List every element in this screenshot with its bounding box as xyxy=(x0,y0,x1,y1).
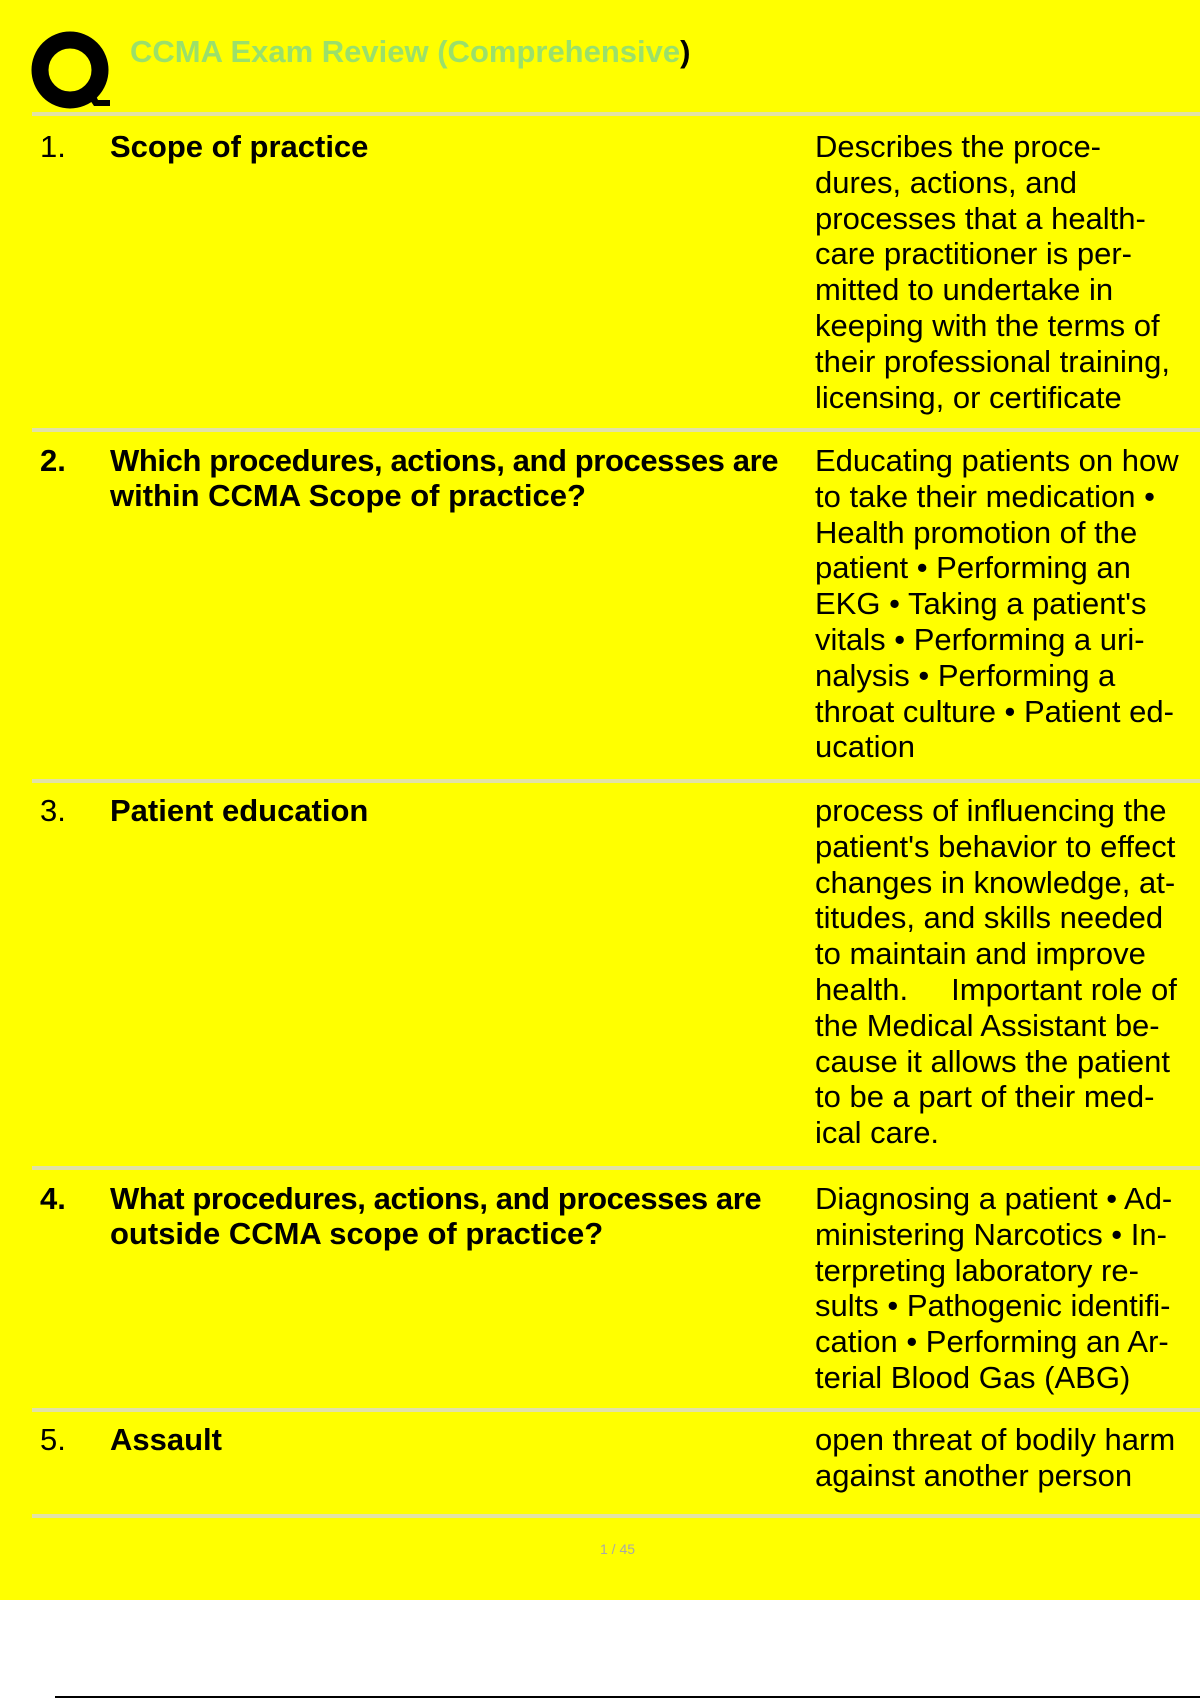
card-term: Assault xyxy=(110,1422,222,1457)
card-definition: Educating patients on how to take their medication • Health promotion of the patient • Performing an EKG • Taking a patient's vitals • Performing a uri- nalysis • Performing a throat culture • Patient ed- ucation xyxy=(815,443,1179,765)
card-term: Patient education xyxy=(110,793,369,828)
card-definition: Describes the proce- dures, actions, and processes that a health- care practitioner is per- mitted to undertake in keeping with the terms of their professional training, licensing, or certificate xyxy=(815,129,1170,415)
row-divider xyxy=(32,428,1200,432)
next-page-edge xyxy=(55,1696,1200,1698)
page-indicator: 1 / 45 xyxy=(599,1541,636,1557)
card-number: 5. xyxy=(40,1422,66,1457)
card-term: Which procedures, actions, and processes are within CCMA Scope of practice? xyxy=(110,443,779,513)
row-divider xyxy=(32,779,1200,783)
card-definition: process of influencing the patient's behavior to effect changes in knowledge, at- titudes, and skills needed to maintain and improve health. Important role of the Medical Assistant be- cause it allows the patient to be a part of their med- ical care. xyxy=(815,793,1177,1151)
document-title: CCMA Exam Review (Comprehensive) xyxy=(130,34,691,69)
card-number: 1. xyxy=(40,129,66,164)
card-number: 3. xyxy=(40,793,66,828)
quizlet-q-logo-icon xyxy=(30,30,114,114)
card-term: Scope of practice xyxy=(110,129,369,164)
card-definition: open threat of bodily harm against another person xyxy=(815,1422,1176,1493)
card-definition: Diagnosing a patient • Ad- ministering Narcotics • In- terpreting laboratory re- sults • Pathogenic identifi- cation • Performing an Ar- terial Blood Gas (ABG) xyxy=(815,1181,1173,1395)
card-term: What procedures, actions, and processes are outside CCMA scope of practice? xyxy=(110,1181,762,1251)
card-number: 2. xyxy=(40,443,66,478)
row-divider xyxy=(32,1514,1200,1518)
header-divider xyxy=(32,112,1200,116)
card-number: 4. xyxy=(40,1181,66,1216)
row-divider xyxy=(32,1408,1200,1412)
row-divider xyxy=(32,1166,1200,1170)
